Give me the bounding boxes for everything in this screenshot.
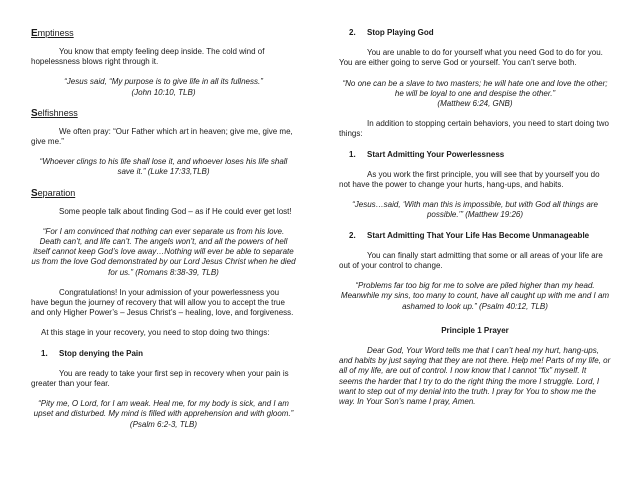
psalm-6-quote: “Pity me, O Lord, for I am weak. Heal me, for my body is sick, and I am upset and disturbed. My mind is filled with apprehension and with gloom.” (Psalm 6:2-3, TLB)	[33, 399, 294, 429]
selfishness-quote: “Whoever clings to his life shall lose it, and whoever loses his life shall save it.” (Luke 17:33,TLB)	[39, 157, 288, 177]
item-number: 2.	[349, 28, 356, 37]
emptiness-paragraph: You know that empty feeling deep inside. The cold wind of hopelessness blows right through it.	[31, 47, 265, 67]
heading-rest: elfishness	[37, 107, 78, 118]
item-title: Start Admitting That Your Life Has Become Unmanageable	[367, 230, 590, 240]
selfishness-paragraph: We often pray: “Our Father which art in heaven; give me, give me, give me.”	[31, 126, 293, 147]
heading-initial: E	[31, 28, 38, 39]
item-title: Stop Playing God	[367, 28, 434, 37]
powerlessness-paragraph: As you work the first principle, you will see that by yourself you do not have the power to change your hurts, hang-ups, and habits.	[339, 169, 600, 190]
item-title: Stop denying the Pain	[59, 348, 144, 358]
item-title: Start Admitting Your Powerlessness	[367, 149, 505, 159]
prayer-text: Dear God, Your Word tells me that I can’t heal my hurt, hang-ups, and habits by just saying that they are not there. Help me! Parts of my life, or all of my life, are out of control. I now know that I cannot “fix” myself. It seems the harder that I try to do the right thing the more I struggle. Lord, I want to step out of my denial into the truth. I pray for You to show me the way. In Your Son’s name I pray, Amen.	[339, 346, 611, 407]
stop-denying-paragraph: You are ready to take your first sep in recovery when your pain is greater than your fear.	[31, 368, 289, 389]
separation-paragraph: Some people talk about finding God – as if He could ever get lost!	[59, 206, 292, 216]
heading-initial: S	[31, 187, 38, 199]
item-number: 1.	[349, 149, 356, 159]
heading-selfishness	[31, 108, 296, 119]
start-admitting-unmanageable-heading	[349, 231, 611, 241]
emptiness-quote	[31, 77, 296, 97]
heading-separation	[31, 188, 296, 199]
quote-text: “No one can be a slave to two masters; he will hate one and love the other; he will be loyal to one and despise the other.”	[342, 78, 608, 98]
left-column	[31, 28, 296, 440]
prayer-title: Principle 1 Prayer	[441, 325, 509, 335]
heading-rest: mptiness	[37, 28, 74, 38]
right-column	[339, 28, 611, 407]
matthew-6-quote	[339, 79, 611, 110]
quote-reference: (Matthew 6:24, GNB)	[437, 99, 513, 109]
quote-reference: (John 10:10, TLB)	[131, 87, 196, 97]
psalm-40-quote: “Problems far too big for me to solve are piled higher than my head. Meanwhile my sins, too many to count, have all caught up with me and I am ashamed to look up.” (Psalm 40:12, TLB)	[340, 281, 610, 311]
item-number: 1.	[41, 348, 48, 358]
heading-initial: S	[31, 107, 38, 119]
start-two-things-paragraph: In addition to stopping certain behaviors, you need to start doing two things:	[339, 119, 609, 139]
stop-two-things-paragraph: At this stage in your recovery, you need to stop doing two things:	[41, 328, 270, 338]
heading-emptiness	[31, 28, 296, 39]
unmanageable-paragraph: You can finally start admitting that some or all areas of your life are out of your control to change.	[339, 250, 603, 271]
stop-denying-heading	[41, 349, 296, 359]
stop-playing-god-heading	[349, 28, 611, 38]
start-admitting-powerlessness-heading	[349, 150, 611, 160]
separation-quote: “For I am convinced that nothing can ever separate us from his love. Death can’t, and life can’t. The angels won’t, and all the powers of hell itself cannot keep God’s love away…Nothing will ever be able to separate us from the love God demonstrated by our Lord Jesus Christ when he died for us.” (Romans 8:38-39, TLB)	[31, 226, 296, 277]
heading-rest: eparation	[37, 187, 76, 198]
matthew-19-quote: “Jesus…said, ‘With man this is impossible, but with God all things are possible.’” (Matthew 19:26)	[352, 200, 598, 220]
item-number: 2.	[349, 230, 356, 240]
congratulations-paragraph: Congratulations! In your admission of your powerlessness you have begun the journey of recovery that will allow you to accept the true and only Higher Power’s – Jesus Christ’s – healing, love, and forgiveness.	[31, 287, 294, 318]
stop-playing-god-paragraph: You are unable to do for yourself what you need God to do for you. You are either going to serve God or yourself. You can’t serve both.	[339, 48, 603, 68]
quote-text: “Jesus said, “My purpose is to give life in all its fullness.”	[64, 77, 263, 87]
